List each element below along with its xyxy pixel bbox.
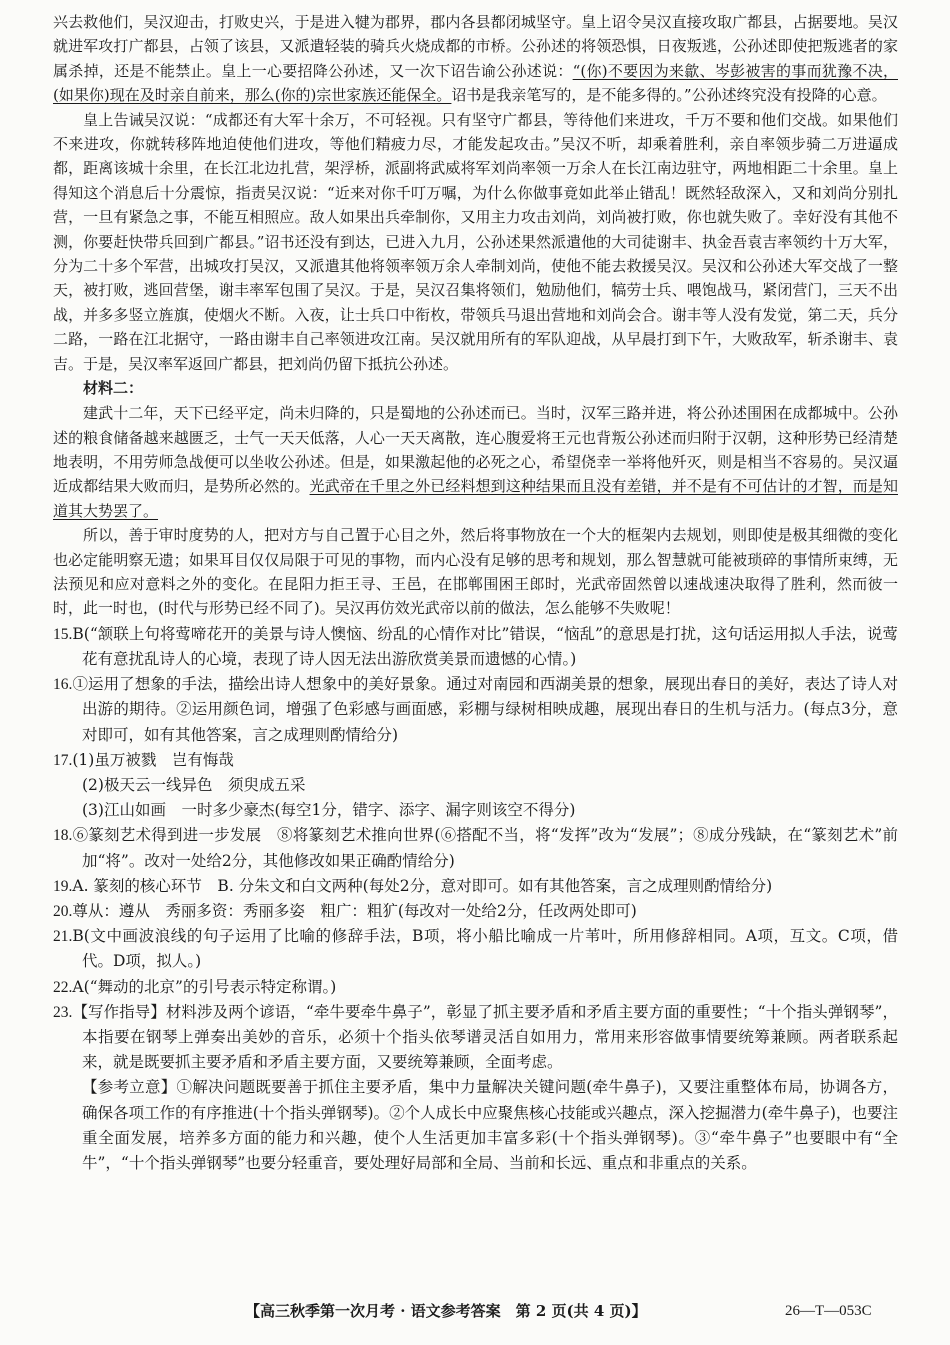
material1-paragraph-1: 皇上告诫吴汉说：“成都还有大军十余万，不可轻视。只有坚守广都县，等待他们来进攻，千万不要和他们交战。如果他们不来进攻，你就转移阵地迫使他们进攻，等他们精疲力尽，才能发起攻击。”吴汉不听，却乘着胜利，亲自率领步骑二万进逼成都，距离该城十余里，在长江北边扎营，架浮桥，派副将武威将军刘尚率领一万余人在长江南边驻守，两地相距二十余里。皇上得知这个消息后十分震惊，指责吴汉说：“近来对你千叮万嘱，为什么你做事竟如此举止错乱！既然轻敌深入，又和刘尚分别扎营，一旦有紧急之事，不能互相照应。敌人如果出兵牵制你，又用主力攻击刘尚，刘尚被打败，你也就失败了。幸好没有其他不测，你要赶快带兵回到广都县。”诏书还没有到达，已进入九月，公孙述果然派遣他的大司徒谢丰、执金吾袁吉率领约十万大军，分为二十多个军营，出城攻打吴汉，又派遣其他将领率领万余人牵制刘尚，使他不能去救援吴汉。吴汉和公孙述大军交战了一整天，被打败，逃回营堡，谢丰率军包围了吴汉。于是，吴汉召集将领们，勉励他们，犒劳士兵、喂饱战马，紧闭营门，三天不出战，并多多竖立旌旗，使烟火不断。入夜，让士兵口中衔枚，带领兵马退出营地和刘尚会合。谢丰等人没有发觉，第二天，兵分二路，一路在江北据守，一路由谢丰自己率领进攻江南。吴汉就用所有的军队迎战，从早晨打到下午，大败敌军，斩杀谢丰、袁吉。于是，吴汉率军返回广都县，把刘尚仍留下抵抗公孙述。 bbox=[53, 110, 898, 373]
footer-code: 26—T—053C bbox=[785, 1303, 872, 1319]
answer-list bbox=[53, 622, 898, 1176]
answer-18: 18.⑥篆刻艺术得到进一步发展 ⑧将篆刻艺术推向世界(⑥搭配不当，将“发挥”改为“发展”；⑧成分残缺，在“篆刻艺术”前加“将”。改对一处给2分，其他修改如果正确酌情给分) bbox=[53, 826, 898, 870]
footer-title: 【高三秋季第一次月考 · 语文参考答案 第 2 页(共 4 页)】 bbox=[245, 1302, 647, 1320]
answer-19: 19.A. 篆刻的核心环节 B. 分朱文和白文两种(每处2分，意对即可。如有其他答案，言之成理则酌情给分) bbox=[53, 876, 773, 895]
material2-paragraph-2: 所以，善于审时度势的人，把对方与自己置于心目之外，然后将事物放在一个大的框架内去规划，则即使是极其细微的变化也必定能明察无遗；如果耳目仅仅局限于可见的事物，而内心没有足够的思考和规划，那么智慧就可能被琐碎的事情所束缚，无法预见和应对意料之外的变化。在昆阳力拒王寻、王邑，在邯郸围困王郎时，光武帝固然曾以速战速决取得了胜利，然而彼一时，此一时也，(时代与形势已经不同了)。吴汉再仿效光武帝以前的做法，怎么能够不失败呢！ bbox=[53, 526, 898, 618]
material2-paragraph-1: 建武十二年，天下已经平定，尚未归降的，只是蜀地的公孙述而已。当时，汉军三路并进，将公孙述围困在成都城中。公孙述的粮食储备越来越匮乏，士气一天天低落，人心一天天离散，连心腹爱将王元也背叛公孙述而归附于汉朝，这种形势已经清楚地表明，不用劳师急战便可以坐收公孙述。但是，如果激起他的必死之心，希望侥幸一举将他歼灭，则是相当不容易的。吴汉逼近成都结果大败而归，是势所必然的。光武帝在千里之外已经料想到这种结果而且没有差错，并不是有不可估计的才智，而是知道其大势罢了。 bbox=[53, 404, 898, 520]
underlined-sentence: 光武帝在千里之外已经料想到这种结果而且没有差错，并不是有不可估计的才智，而是知道其大势罢了。 bbox=[53, 477, 898, 520]
document-page bbox=[53, 10, 898, 1176]
underlined-sentence: “(你)不要因为来歙、岑彭被害的事而犹豫不决，(如果你)现在及时亲自前来，那么(你的)宗世家族还能保全。 bbox=[53, 61, 898, 105]
answer-21: 21.B(文中画波浪线的句子运用了比喻的修辞手法，B项，将小船比喻成一片苇叶，所用修辞相同。A项，互文。C项，借代。D项，拟人。) bbox=[53, 927, 898, 971]
answer-17-line-3: (3)江山如画 一时多少豪杰(每空1分，错字、添字、漏字则该空不得分) bbox=[82, 801, 576, 820]
answer-23: 23.【写作指导】材料涉及两个谚语，“牵牛要牵牛鼻子”，彰显了抓主要矛盾和矛盾主要方面的重要性；“十个指头弹钢琴”，本指要在钢琴上弹奏出美妙的音乐，必须十个指头依琴谱灵活自如用力，常用来形容做事情要统筹兼顾。两者联系起来，就是既要抓主要矛盾和矛盾主要方面，又要统筹兼顾，全面考虑。 bbox=[53, 1002, 898, 1072]
answer-16: 16.①运用了想象的手法，描绘出诗人想象中的美好景象。通过对南园和西湖美景的想象，展现出春日的美好，表达了诗人对出游的期待。②运用颜色词，增强了色彩感与画面感，彩棚与绿树相映成趣，展现出春日的生机与活力。(每点3分，意对即可，如有其他答案，言之成理则酌情给分) bbox=[53, 675, 898, 744]
material2-heading: 材料二： bbox=[83, 379, 144, 398]
material1-paragraph-0: 兴去救他们，吴汉迎击，打败史兴，于是进入犍为郡界，郡内各县都闭城坚守。皇上诏令吴汉直接攻取广都县，占据要地。吴汉就进军攻打广都县，占领了该县，又派遣轻装的骑兵火烧成都的市桥。公孙述的将领恐惧，日夜叛逃，公孙述即使把叛逃者的家属杀掉，还是不能禁止。皇上一心要招降公孙述，又一次下诏告谕公孙述说：“(你)不要因为来歙、岑彭被害的事而犹豫不决，(如果你)现在及时亲自前来，那么(你的)宗世家族还能保全。诏书是我亲笔写的，是不能多得的。”公孙述终究没有投降的心意。 bbox=[53, 13, 898, 105]
answer-20: 20.尊从：遵从 秀丽多资：秀丽多姿 粗广：粗犷(每改对一处给2分，任改两处即可) bbox=[53, 901, 637, 920]
answer-23-reference: 【参考立意】①解决问题既要善于抓住主要矛盾，集中力量解决关键问题(牵牛鼻子)，又要注重整体布局，协调各方，确保各项工作的有序推进(十个指头弹钢琴)。②个人成长中应聚焦核心技能或兴趣点，深入挖掘潜力(牵牛鼻子)，也要注重全面发展，培养多方面的能力和兴趣，使个人生活更加丰富多彩(十个指头弹钢琴)。③“牵牛鼻子”也要眼中有“全牛”，“十个指头弹钢琴”也要分轻重音，要处理好局部和全局、当前和长远、重点和非重点的关系。 bbox=[82, 1078, 898, 1173]
answer-22: 22.A(“舞动的北京”的引号表示特定称谓。) bbox=[53, 977, 337, 996]
answer-17: 17.(1)虽万被戮 岂有悔哉 bbox=[53, 750, 234, 769]
answer-15: 15.B(“颔联上句将莺啼花开的美景与诗人懊恼、纷乱的心情作对比”错误，“恼乱”的意思是打扰，这句话运用拟人手法，说莺花有意扰乱诗人的心境，表现了诗人因无法出游欣赏美景而遗憾的心情。) bbox=[53, 624, 898, 668]
answer-17-line-2: (2)极天云一线异色 须臾成五采 bbox=[82, 775, 306, 794]
page-footer bbox=[0, 1298, 950, 1324]
